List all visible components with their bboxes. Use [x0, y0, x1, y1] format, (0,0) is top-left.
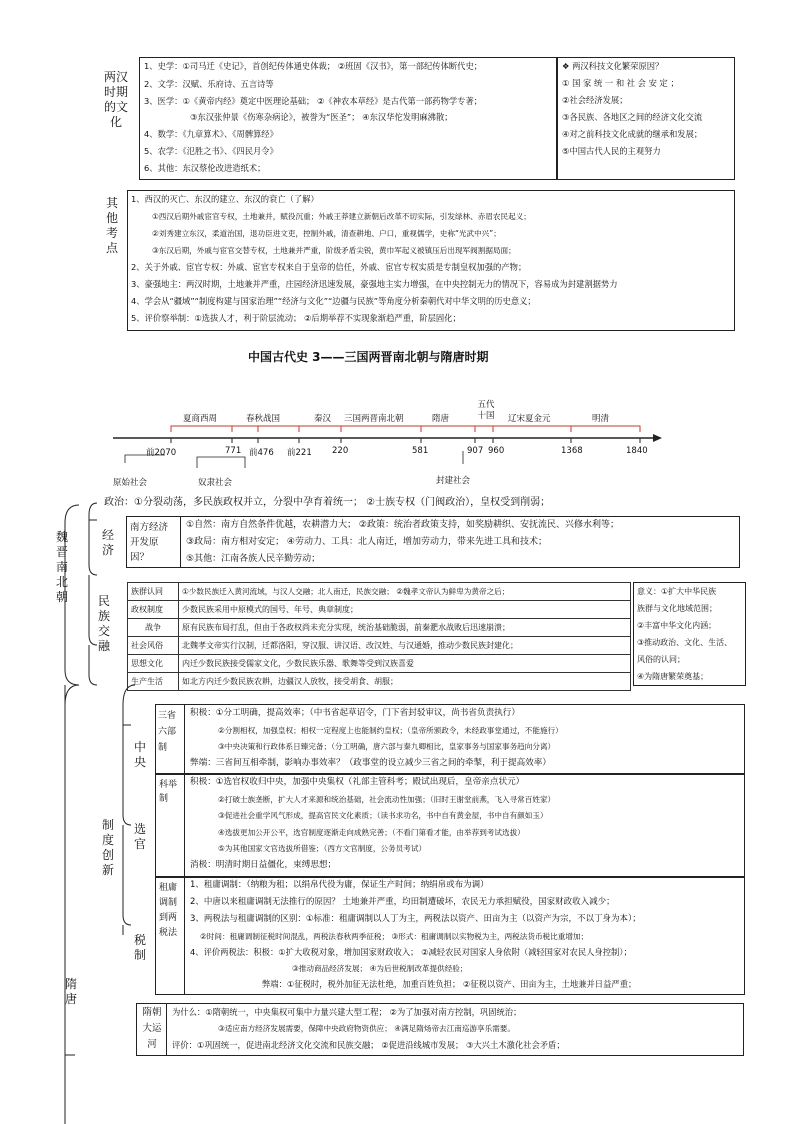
- han-reason-2: ②社会经济发展；: [562, 95, 628, 105]
- ethnic-row-key: 思想文化: [128, 655, 179, 673]
- ethnic-row: [128, 601, 631, 619]
- ethnic-row-key: 政权制度: [128, 601, 179, 619]
- period-liaosong: 辽宋夏金元: [508, 414, 551, 424]
- other-line-1: 1、西汉的灭亡、东汉的建立、东汉的衰亡（了解）: [131, 194, 319, 204]
- keju-4: ④选拔更加公开公平，选官制度逐渐走向成熟完善；（不看门第看才能，由举荐到考试选拔）: [218, 828, 525, 837]
- han-culture-label: 两汉时期的文化: [103, 70, 128, 129]
- year-581: 581: [412, 446, 429, 456]
- han-line-6: 5、农学：《氾胜之书》、《四民月令》: [144, 146, 278, 156]
- other-line-7: 4、学会从“疆域”“制度构建与国家治理”“经济与文化”“边疆与民族”等角度分析秦朝代对中华文明的历史意义；: [131, 296, 536, 306]
- han-line-2: 2、文学：汉赋、乐府诗、五言诗等: [144, 79, 274, 89]
- ethnic-table: [127, 582, 631, 691]
- suitang-label: 隋唐: [64, 977, 77, 1006]
- tax-6: ③推动商品经济发展； ④为后世税制改革提供经验；: [292, 964, 468, 973]
- meaning-1: 族群与文化地域范围；: [637, 604, 717, 613]
- keju-2: ②打破士族垄断，扩大人才来源和统治基础，社会流动性加强；（旧时王谢堂前燕，飞入寻常百姓家）: [218, 795, 556, 804]
- period-sanguo: 三国两晋南北朝: [344, 414, 404, 424]
- year-1368: 1368: [561, 446, 583, 456]
- wjnb-label: 魏晋南北朝: [55, 530, 68, 604]
- label-slave: 奴隶社会: [198, 478, 233, 488]
- tax-1: 1、租庸调制：（纳粮为租；以绢帛代役为庸，保证生产时间；纳绢帛或布为调）: [190, 880, 489, 890]
- year-2070: 前2070: [146, 448, 177, 458]
- other-line-2: ①西汉后期外戚宦官专权，土地兼并，赋役沉重；外戚王莽建立新朝后改革不切实际，引发绿林、赤眉农民起义；: [152, 212, 531, 221]
- ethnic-row-val: 如北方内迁少数民族农耕，边疆汉人放牧，接受胡食、胡服；: [179, 673, 631, 691]
- meaning-2: ②丰富中华文化内涵；: [637, 621, 717, 630]
- canal-1: 为什么：①隋朝统一，中央集权可集中力量兴建大型工程； ②为了加强对南方控制，巩固统治；: [172, 1007, 522, 1017]
- canal-label: 隋朝大运河: [142, 1007, 162, 1050]
- year-1840: 1840: [626, 446, 648, 456]
- other-line-4: ③东汉后期，外戚与宦官交替专权，土地兼并严重，阶级矛盾尖锐，黄巾军起义被镇压后出现军阀割据局面；: [152, 246, 516, 255]
- ethnic-row: [128, 619, 631, 637]
- meaning-5: ④为隋唐繁荣奠基；: [637, 672, 709, 681]
- ethnic-row-val: 少数民族采用中原模式的国号、年号、典章制度；: [179, 601, 631, 619]
- period-mingqing: 明清: [592, 414, 610, 424]
- tax-divider: [184, 877, 185, 995]
- period-chunqiu: 春秋战国: [246, 414, 281, 424]
- ethnic-row-key: 社会风俗: [128, 637, 179, 655]
- canal-divider: [166, 1003, 167, 1056]
- han-line-1: 1、史学：①司马迁《史记》，首创纪传体通史体裁； ②班固《汉书》，第一部纪传体断代史；: [144, 61, 483, 71]
- keju-1: 积极：①选官权收归中央，加强中央集权（礼部主管科考；殿试出现后，皇帝亲点状元）: [190, 777, 525, 787]
- year-476: 前476: [249, 448, 274, 458]
- keju-6: 消极：明清时期日益僵化，束缚思想；: [190, 860, 337, 870]
- tax-3: 3、两税法与租庸调制的区别：①标准：租庸调制以人丁为主，两税法以资产、田亩为主（以资产为宗，不以丁身为本）；: [190, 914, 641, 924]
- label-feudal: 封建社会: [436, 476, 471, 486]
- han-reason-4: ④对之前科技文化成就的继承和发展；: [562, 129, 703, 139]
- sansheng-divider: [184, 704, 185, 774]
- label-primitive: 原始社会: [113, 478, 148, 488]
- keju-3: ③促进社会重学风气形成，提高官民文化素质；（读书求功名，书中自有黄金屋，书中自有颜如玉）: [218, 811, 548, 820]
- period-suitang: 隋唐: [432, 414, 450, 424]
- tax-label: 租庸调制到两税法: [159, 883, 178, 938]
- ethnic-row: [128, 637, 631, 655]
- han-line-3: 3、医学：①《黄帝内经》奠定中医理论基础； ②《神农本草经》是古代第一部药物学专著；: [144, 96, 483, 106]
- han-line-4: ③东汉张仲景《伤寒杂病论》，被誉为“医圣”； ④东汉华佗发明麻沸散；: [190, 112, 453, 122]
- tax-7: 弊端：①征税时，税外加征无法杜绝，加重百姓负担； ②征税以资产、田亩为主，土地兼并日益严重；: [262, 979, 637, 989]
- section-title: 中国古代史 3——三国两晋南北朝与隋唐时期: [248, 350, 489, 364]
- timeline: [105, 365, 665, 490]
- year-221: 前221: [287, 448, 312, 458]
- ethnic-row: [128, 673, 631, 691]
- han-reason-0: ❖ 两汉科技文化繁荣原因？: [562, 61, 664, 71]
- sansheng-2: ②分割相权，加强皇权；相权一定程度上也能制约皇权；（皇帝所颁政令，未经政事堂通过，不能施行）: [218, 726, 563, 735]
- econ-line-2: ③政局：南方相对安定； ④劳动力、工具：北人南迁，增加劳动力，带来先进工具和技术；: [186, 537, 547, 547]
- other-points-label: 其他考点: [105, 196, 118, 255]
- keju-label: 科举制: [159, 780, 178, 804]
- meaning-3: ③推动政治、文化、生活、: [637, 638, 733, 647]
- ethnic-row: [128, 655, 631, 673]
- ethnic-row-key: 生产生活: [128, 673, 179, 691]
- keju-divider: [184, 774, 185, 877]
- meaning-0: 意义：①扩大中华民族: [637, 587, 717, 596]
- year-960: 960: [488, 446, 505, 456]
- year-771: 771: [225, 446, 242, 456]
- sansheng-label: 三省六部制: [158, 711, 177, 753]
- year-907: 907: [467, 446, 484, 456]
- econ-question: 南方经济开发原因？: [130, 522, 169, 563]
- sansheng-4: 弊端：三省间互相牵制，影响办事效率？（政事堂的设立减少三省之间的牵掣，利于提高效率）: [190, 758, 551, 768]
- period-wudai: 五代十国: [477, 400, 495, 421]
- econ-line-1: ①自然：南方自然条件优越，农耕潜力大； ②政策：统治者政策支持，如奖励耕织、安抚流民、兴修水利等；: [186, 520, 620, 530]
- period-qinhan: 秦汉: [314, 414, 332, 424]
- other-line-8: 5、评价察举制：①选拔人才，利于阶层流动； ②后期举荐不实现象渐趋严重，阶层固化；: [131, 313, 461, 323]
- xuanguan-label: 选官: [133, 822, 146, 851]
- canal-2: ③适应南方经济发展需要，保障中央政府物资供应； ④满足隋炀帝去江南巡游享乐需要。: [218, 1024, 515, 1033]
- han-reason-3: ③各民族、各地区之间的经济文化交流: [562, 112, 703, 122]
- ethnic-row-val: 原有民族布局打乱，但由于各政权尚未充分实现，统治基础脆弱，前秦淝水战败后迅速崩溃；: [179, 619, 631, 637]
- han-reason-1: ① 国 家 统 一 和 社 会 安 定 ；: [562, 78, 679, 88]
- ethnic-row-val: 内迁少数民族接受儒家文化，少数民族乐器、歌舞等受到汉族喜爱: [179, 655, 631, 673]
- central-label: 中央: [133, 740, 146, 769]
- keju-5: ⑤为其他国家文官选拔所借鉴；（西方文官制度，公务员考试）: [218, 844, 427, 853]
- tax-2: 2、中唐以来租庸调制无法推行的原因？ 土地兼并严重，均田制遭破坏，农民无力承担赋役，国家财政收入减少；: [190, 897, 615, 907]
- other-line-3: ②刘秀建立东汉，柔道治国，退功臣进文吏，控制外戚，清查耕地、户口，重视儒学，史称“光武中兴”；: [152, 229, 501, 238]
- tax-5: 4、评价两税法：积极：①扩大收税对象，增加国家财政收入； ②减轻农民对国家人身依附（减轻国家对农民人身控制）；: [190, 947, 632, 957]
- econ-divider: [180, 516, 181, 568]
- ethnic-row: [128, 583, 631, 601]
- ethnic-row-key: 族群认同: [128, 583, 179, 601]
- han-reason-5: ⑤中国古代人民的主观努力: [562, 146, 661, 156]
- econ-label: 经济: [101, 528, 114, 557]
- econ-line-3: ⑤其他：江南各族人民辛勤劳动；: [186, 554, 321, 564]
- ethnic-row-key: 战争: [128, 619, 179, 637]
- canal-3: 评价：①巩固统一，促进南北经济文化交流和民族交融； ②促进沿线城市发展； ③大兴土木激化社会矛盾；: [172, 1040, 565, 1050]
- ethnic-row-val: ①少数民族迁入黄河流域，与汉人交融；北人南迁，民族交融； ②魏孝文帝认为鲜卑为黄帝之后；: [179, 583, 631, 601]
- sansheng-1: 积极：①分工明确，提高效率；（中书省起草诏令，门下省封驳审议，尚书省负责执行）: [190, 708, 520, 718]
- other-line-5: 2、关于外戚、宦官专权：外戚、宦官专权来自于皇帝的信任，外戚、宦官专权实质是专制皇权加强的产物；: [131, 262, 527, 272]
- sansheng-3: ③中央决策和行政体系日臻完备；（分工明确，唐六部与秦九卿相比，皇家事务与国家事务趋向分离）: [218, 742, 556, 751]
- ethnic-row-val: 北魏孝文帝实行汉制，迁都洛阳，穿汉服、讲汉语、改汉姓、与汉通婚，推动少数民族封建化；: [179, 637, 631, 655]
- ethnic-label: 民族交融: [97, 594, 110, 653]
- tax-4: ②时间：租庸调制征税时间混乱，两税法春秋两季征税； ③形式：租庸调制以实物税为主，两税法货币税比重增加；: [200, 932, 589, 941]
- period-xia: 夏商西周: [183, 414, 218, 424]
- other-line-6: 3、豪强地主：两汉时期，土地兼并严重，庄园经济迅速发展，豪强地主实力增强，在中央控制无力的情况下，容易成为封建割据势力: [131, 279, 618, 289]
- year-220: 220: [332, 446, 349, 456]
- meaning-4: 风俗的认同；: [637, 655, 685, 664]
- shuizhi-label: 税制: [133, 933, 146, 962]
- sys-label: 制度创新: [101, 818, 114, 877]
- han-line-7: 6、其他：东汉蔡伦改进造纸术；: [144, 163, 266, 173]
- han-line-5: 4、数学：《九章算术》、《周髀算经》: [144, 129, 278, 139]
- wjnb-politics: 政治：①分裂动荡，多民族政权并立，分裂中孕育着统一； ②士族专权（门阀政治），皇权受到削弱；: [104, 497, 551, 508]
